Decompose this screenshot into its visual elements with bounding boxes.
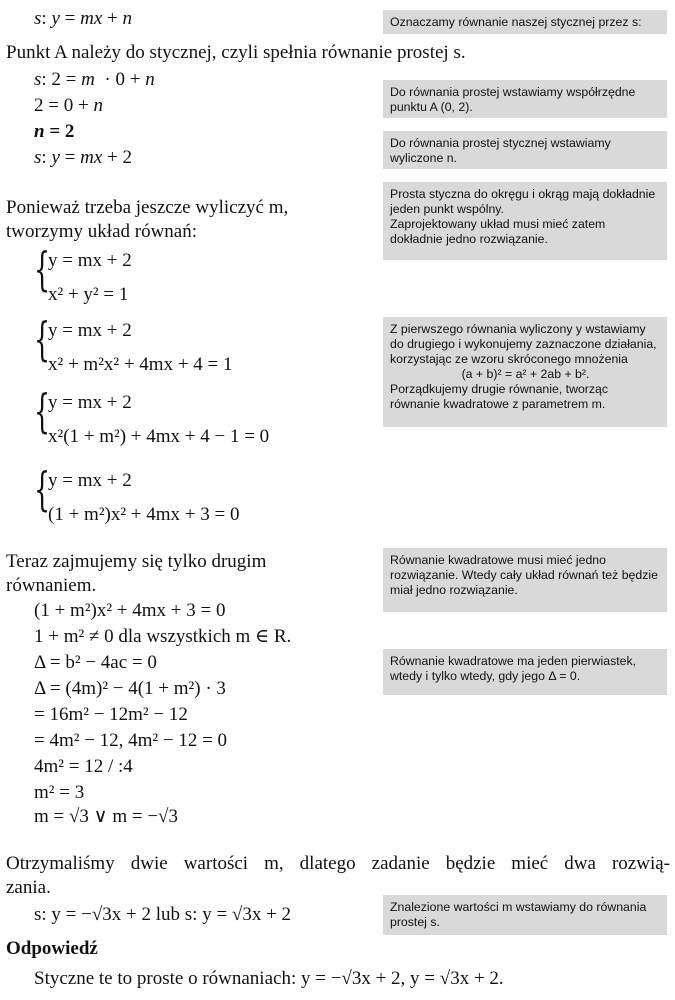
- text-result-1: Otrzymaliśmy dwie wartości m, dlatego zadanie będzie mieć dwa rozwią-: [6, 853, 670, 874]
- system-3: { y = mx + 2 x²(1 + m²) + 4mx + 4 − 1 = 0: [34, 384, 270, 447]
- system-3-row-1: y = mx + 2: [48, 392, 132, 413]
- equation-q9: m = √3 ∨ m = −√3: [34, 806, 178, 827]
- note-one-solution: Równanie kwadratowe musi mieć jedno rozwiązanie. Wtedy cały układ równań też będzie miał jedno rozwiązanie.: [383, 548, 667, 612]
- equation-tangent: s: y = mx + n: [34, 8, 132, 29]
- answer-text: Styczne te to proste o równaniach: y = −√3x + 2, y = √3x + 2.: [34, 968, 504, 989]
- note-formula: (a + b)² = a² + 2ab + b².: [461, 367, 590, 381]
- system-2-row-2: x² + m²x² + 4mx + 4 = 1: [48, 354, 233, 375]
- equation-q4: Δ = (4m)² − 4(1 + m²) · 3: [34, 678, 226, 699]
- note-substitute-point: Do równania prostej wstawiamy współrzędne punktu A (0, 2).: [383, 80, 667, 118]
- equation-n-value: n = 2: [34, 121, 75, 142]
- equation-simplified: 2 = 0 + n: [34, 95, 103, 116]
- note-delta-zero: Równanie kwadratowe ma jeden pierwiastek, wtedy i tylko wtedy, gdy jego Δ = 0.: [383, 649, 667, 695]
- system-2-row-1: y = mx + 2: [48, 320, 132, 341]
- system-1: { y = mx + 2 x² + y² = 1: [34, 242, 132, 305]
- equation-result: s: y = −√3x + 2 lub s: y = √3x + 2: [34, 904, 292, 925]
- note-substitute-n: Do równania prostej stycznej wstawiamy wyliczone n.: [383, 131, 667, 169]
- equation-q1: (1 + m²)x² + 4mx + 3 = 0: [34, 600, 226, 621]
- note-one-common-point: Prosta styczna do okręgu i okrąg mają dokładnie jeden punkt wspólny. Zaprojektowany układ musi mieć zatem dokładnie jedno rozwiązanie.: [383, 182, 667, 260]
- note-insert-m: Znalezione wartości m wstawiamy do równania prostej s.: [383, 895, 667, 935]
- system-1-row-2: x² + y² = 1: [48, 284, 129, 305]
- note-substitution: Z pierwszego równania wyliczony y wstawiamy do drugiego i wykonujemy zaznaczone działania, korzystając ze wzoru skróconego mnożenia (a + b)² = a² + 2ab + b². Porządkujemy drugie równanie, tworząc równanie kwadratowe z parametrem m.: [383, 317, 667, 427]
- text-system-2: tworzymy układ równań:: [6, 221, 198, 242]
- text-quadratic-2: równaniem.: [6, 575, 97, 596]
- equation-q2: 1 + m² ≠ 0 dla wszystkich m ∈ R.: [34, 626, 292, 647]
- system-4-row-1: y = mx + 2: [48, 470, 132, 491]
- equation-q3: Δ = b² − 4ac = 0: [34, 652, 157, 673]
- equation-q7: 4m² = 12 / :4: [34, 756, 133, 777]
- equation-substitute: s: 2 = m · 0 + n: [34, 69, 155, 90]
- system-4: { y = mx + 2 (1 + m²)x² + 4mx + 3 = 0: [34, 462, 240, 525]
- system-3-row-2: x²(1 + m²) + 4mx + 4 − 1 = 0: [48, 426, 270, 447]
- equation-q8: m² = 3: [34, 782, 85, 803]
- text-quadratic-1: Teraz zajmujemy się tylko drugim: [6, 551, 267, 572]
- equation-q5: = 16m² − 12m² − 12: [34, 704, 188, 725]
- system-2: { y = mx + 2 x² + m²x² + 4mx + 4 = 1: [34, 312, 233, 375]
- equation-q6: = 4m² − 12, 4m² − 12 = 0: [34, 730, 228, 751]
- system-4-row-2: (1 + m²)x² + 4mx + 3 = 0: [48, 504, 240, 525]
- equation-tangent-n: s: y = mx + 2: [34, 147, 132, 168]
- answer-heading: Odpowiedź: [6, 938, 98, 959]
- text-system-1: Ponieważ trzeba jeszcze wyliczyć m,: [6, 197, 289, 218]
- text-result-2: zania.: [6, 877, 51, 898]
- note-tangent-naming: Oznaczamy równanie naszej stycznej przez s:: [383, 10, 667, 34]
- system-1-row-1: y = mx + 2: [48, 250, 132, 271]
- text-point-a: Punkt A należy do stycznej, czyli spełnia równanie prostej s.: [6, 42, 466, 63]
